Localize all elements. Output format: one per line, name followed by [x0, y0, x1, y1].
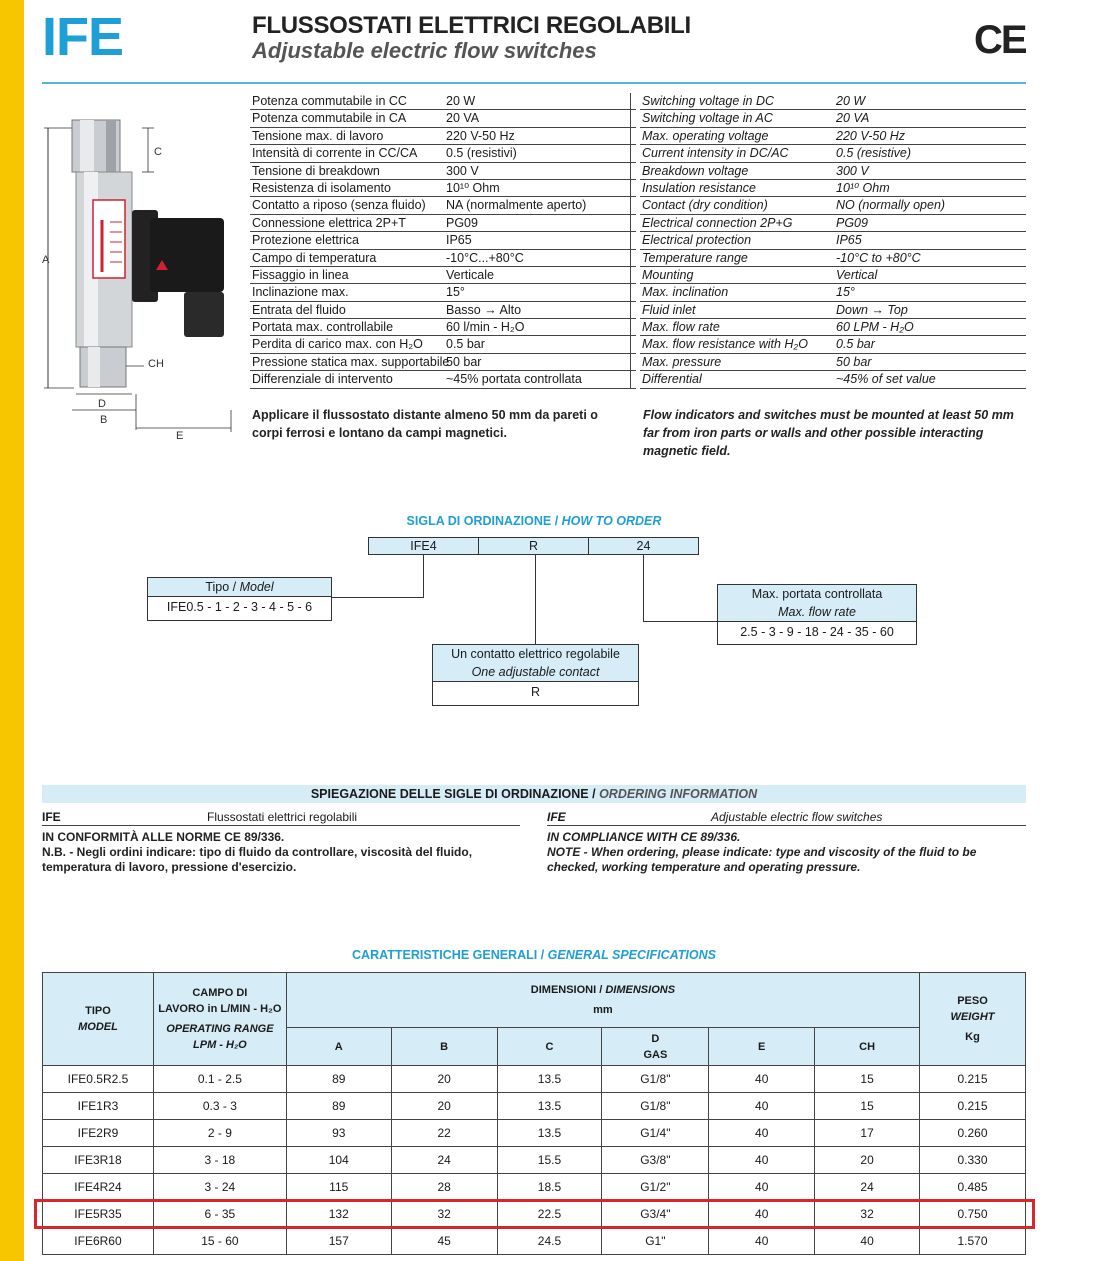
- spec-key: Tensione max. di lavoro: [252, 128, 384, 143]
- cell-c: 22.5: [497, 1201, 602, 1228]
- spec-value: 20 VA: [836, 111, 870, 126]
- spec-value: 300 V: [446, 163, 479, 178]
- cell-model: IFE4R24: [43, 1174, 154, 1201]
- ordering-notes-english: IN COMPLIANCE WITH CE 89/336. NOTE - When ordering, please indicate: type and viscosity of the fluid to be checked, working temperature and operating pressure.: [547, 830, 977, 874]
- spec-value: 15°: [836, 285, 855, 300]
- spec-row: [640, 284, 1026, 301]
- cell-c: 13.5: [497, 1120, 602, 1147]
- spec-key: Electrical connection 2P+G: [642, 215, 793, 230]
- cell-model: IFE2R9: [43, 1120, 154, 1147]
- spec-key: Max. flow resistance with H₂O: [642, 337, 808, 352]
- spec-key: Contact (dry condition): [642, 198, 768, 213]
- cell-range: 0.3 - 3: [153, 1093, 286, 1120]
- spec-row: [640, 163, 1026, 180]
- cell-b: 24: [391, 1147, 497, 1174]
- spec-value: 10¹⁰ Ohm: [446, 180, 500, 195]
- cell-b: 20: [391, 1093, 497, 1120]
- spec-value: 50 bar: [446, 354, 482, 369]
- cell-a: 104: [286, 1147, 391, 1174]
- spec-row: [640, 110, 1026, 127]
- cell-model: IFE1R3: [43, 1093, 154, 1120]
- ordering-desc-en: Adjustable electric flow switches: [711, 810, 883, 824]
- table-row: [43, 1120, 1026, 1147]
- cell-e: 40: [709, 1093, 815, 1120]
- spec-row: [640, 302, 1026, 319]
- header-e: E: [709, 1028, 815, 1066]
- cell-ch: 32: [815, 1201, 920, 1228]
- spec-value: 60 LPM - H₂O: [836, 320, 914, 335]
- contact-box-header: Un contatto elettrico regolabile One adjustable contact: [433, 645, 638, 682]
- spec-key: Potenza commutabile in CA: [252, 111, 407, 126]
- connector-line: [643, 621, 718, 622]
- spec-row: [640, 128, 1026, 145]
- connector-line: [331, 597, 424, 598]
- header-d: D GAS: [602, 1028, 709, 1066]
- spec-row: [640, 319, 1026, 336]
- ordering-code-en: IFE: [547, 810, 566, 824]
- cell-d-gas: G1": [602, 1228, 709, 1255]
- spec-value: PG09: [446, 215, 478, 230]
- spec-row: [250, 93, 636, 110]
- spec-row: [640, 371, 1026, 388]
- cell-a: 132: [286, 1201, 391, 1228]
- spec-key: Current intensity in DC/AC: [642, 146, 789, 161]
- cell-e: 40: [709, 1228, 815, 1255]
- cell-weight: 0.485: [920, 1174, 1026, 1201]
- cell-weight: 0.215: [920, 1066, 1026, 1093]
- order-code-part-flow: 24: [588, 537, 699, 555]
- title-italian: FLUSSOSTATI ELETTRICI REGOLABILI: [252, 12, 691, 39]
- spec-key: Contatto a riposo (senza fluido): [252, 198, 426, 213]
- header-weight: PESO WEIGHT Kg: [920, 973, 1026, 1066]
- spec-value: 50 bar: [836, 354, 872, 369]
- cell-ch: 15: [815, 1066, 920, 1093]
- cell-weight: 0.215: [920, 1093, 1026, 1120]
- spec-row: [640, 180, 1026, 197]
- spec-key: Electrical protection: [642, 233, 752, 248]
- order-code-part-contact: R: [478, 537, 589, 555]
- cell-d-gas: G1/2": [602, 1174, 709, 1201]
- header-range: CAMPO DI LAVORO in L/MIN - H₂O OPERATING RANGE LPM - H₂O: [153, 973, 286, 1066]
- cell-ch: 40: [815, 1228, 920, 1255]
- cell-ch: 15: [815, 1093, 920, 1120]
- header-dimensions: DIMENSIONI / DIMENSIONS mm: [286, 973, 919, 1028]
- spec-value: Vertical: [836, 267, 878, 282]
- spec-row: [250, 197, 636, 214]
- spec-row: [250, 302, 636, 319]
- highlighted-row-frame: [34, 1199, 1035, 1229]
- cell-model: IFE3R18: [43, 1147, 154, 1174]
- cell-weight: 1.570: [920, 1228, 1026, 1255]
- ordering-code-it: IFE: [42, 810, 61, 824]
- dimension-d-label: D: [98, 398, 106, 410]
- cell-d-gas: G1/4": [602, 1120, 709, 1147]
- spec-row: [640, 250, 1026, 267]
- model-box: [147, 577, 332, 621]
- spec-key: Switching voltage in DC: [642, 94, 775, 108]
- contact-box-values: R: [530, 685, 541, 699]
- cell-range: 6 - 35: [153, 1201, 286, 1228]
- flow-rate-box-header: Max. portata controllata Max. flow rate: [718, 585, 916, 622]
- spec-row: [640, 336, 1026, 353]
- spec-key: Max. operating voltage: [642, 128, 769, 143]
- cell-weight: 0.330: [920, 1147, 1026, 1174]
- cell-a: 157: [286, 1228, 391, 1255]
- spec-key: Max. flow rate: [642, 320, 720, 335]
- cell-b: 20: [391, 1066, 497, 1093]
- cell-weight: 0.260: [920, 1120, 1026, 1147]
- spec-value: Verticale: [446, 267, 494, 282]
- spec-value: 15°: [446, 285, 465, 300]
- cell-c: 18.5: [497, 1174, 602, 1201]
- spec-key: Differential: [642, 372, 702, 387]
- cell-d-gas: G1/8": [602, 1066, 709, 1093]
- cell-ch: 20: [815, 1147, 920, 1174]
- header-tipo: TIPO MODEL: [43, 973, 154, 1066]
- cell-d-gas: G3/8": [602, 1147, 709, 1174]
- spec-value: NO (normally open): [836, 198, 946, 213]
- spec-key: Fissaggio in linea: [252, 267, 349, 282]
- connector-line: [535, 555, 536, 645]
- spec-key: Campo di temperatura: [252, 250, 377, 265]
- mounting-note-italian: Applicare il flussostato distante almeno 50 mm da pareti o corpi ferrosi e lontano da campi magnetici.: [252, 408, 598, 440]
- table-row: [43, 1174, 1026, 1201]
- spec-value: NA (normalmente aperto): [446, 198, 587, 213]
- spec-key: Intensità di corrente in CC/CA: [252, 146, 418, 161]
- cell-b: 32: [391, 1201, 497, 1228]
- cell-b: 22: [391, 1120, 497, 1147]
- ordering-info-row-italian: [42, 810, 520, 826]
- mounting-note-english: Flow indicators and switches must be mounted at least 50 mm far from iron parts or walls and other possible interacting magnetic field.: [643, 408, 1014, 458]
- spec-row: [640, 354, 1026, 371]
- spec-key: Resistenza di isolamento: [252, 180, 391, 195]
- table-row: [43, 1093, 1026, 1120]
- spec-key: Pressione statica max. supportabile: [252, 354, 450, 369]
- spec-key: Insulation resistance: [642, 180, 756, 195]
- spec-row: [250, 180, 636, 197]
- flow-rate-box: [717, 584, 917, 645]
- spec-key: Max. inclination: [642, 285, 729, 300]
- header-a: A: [286, 1028, 391, 1066]
- spec-row: [640, 145, 1026, 162]
- cell-c: 24.5: [497, 1228, 602, 1255]
- title-english: Adjustable electric flow switches: [252, 38, 597, 63]
- spec-value: -10°C to +80°C: [836, 250, 921, 265]
- header-c: C: [497, 1028, 602, 1066]
- spec-row: [250, 145, 636, 162]
- spec-row: [250, 336, 636, 353]
- spec-value: 220 V-50 Hz: [446, 128, 515, 143]
- contact-box: [432, 644, 639, 706]
- spec-row: [250, 110, 636, 127]
- spec-key: Protezione elettrica: [252, 233, 360, 248]
- spec-key: Max. pressure: [642, 354, 722, 369]
- cell-range: 3 - 24: [153, 1174, 286, 1201]
- spec-key: Differenziale di intervento: [252, 372, 393, 387]
- order-code-part-model: IFE4: [368, 537, 479, 555]
- table-row: [43, 1228, 1026, 1255]
- spec-value: 300 V: [836, 163, 869, 178]
- spec-value: 20 W: [446, 94, 476, 108]
- spec-key: Connessione elettrica 2P+T: [252, 215, 406, 230]
- spec-row: [640, 215, 1026, 232]
- model-box-header: Tipo / Model: [148, 578, 331, 597]
- dimension-a-label: A: [42, 254, 50, 266]
- spec-value: 20 W: [836, 94, 866, 108]
- connector-line: [423, 555, 424, 598]
- cell-a: 93: [286, 1120, 391, 1147]
- flow-switch-illustration: [36, 110, 246, 450]
- cell-a: 89: [286, 1093, 391, 1120]
- cell-weight: 0.750: [920, 1201, 1026, 1228]
- spec-table-italian: [250, 93, 636, 389]
- spec-value: 20 VA: [446, 111, 480, 126]
- spec-value: ~45% of set value: [836, 372, 936, 387]
- spec-value: PG09: [836, 215, 868, 230]
- spec-key: Mounting: [642, 267, 694, 282]
- spec-value: -10°C...+80°C: [446, 250, 524, 265]
- spec-value: 60 l/min - H₂O: [446, 320, 525, 335]
- ordering-desc-it: Flussostati elettrici regolabili: [207, 810, 358, 824]
- spec-row: [640, 93, 1026, 110]
- cell-b: 45: [391, 1228, 497, 1255]
- product-drawing: [36, 110, 246, 450]
- header-b: B: [391, 1028, 497, 1066]
- spec-row: [250, 163, 636, 180]
- spec-key: Switching voltage in AC: [642, 111, 773, 126]
- spec-row: [250, 319, 636, 336]
- spec-key: Portata max. controllabile: [252, 320, 394, 335]
- cell-d-gas: G3/4": [602, 1201, 709, 1228]
- spec-value: 0.5 (resistivi): [446, 146, 517, 161]
- spec-value: 0.5 bar: [836, 337, 875, 352]
- spec-key: Entrata del fluido: [252, 302, 346, 317]
- spec-row: [250, 128, 636, 145]
- spec-key: Potenza commutabile in CC: [252, 94, 407, 108]
- spec-table-english: [640, 93, 1026, 389]
- spec-value: Basso → Alto: [446, 302, 522, 317]
- connector-line: [643, 555, 644, 622]
- cell-c: 13.5: [497, 1093, 602, 1120]
- cell-ch: 24: [815, 1174, 920, 1201]
- cell-c: 15.5: [497, 1147, 602, 1174]
- dimension-ch-label: CH: [148, 358, 164, 370]
- cell-a: 115: [286, 1174, 391, 1201]
- cell-a: 89: [286, 1066, 391, 1093]
- spec-value: 0.5 (resistive): [836, 146, 912, 161]
- product-code: IFE: [42, 7, 124, 67]
- cell-model: IFE6R60: [43, 1228, 154, 1255]
- dimension-c-label: C: [154, 146, 162, 158]
- table-row: [43, 1066, 1026, 1093]
- spec-row: [250, 232, 636, 249]
- spec-row: [250, 250, 636, 267]
- cell-e: 40: [709, 1174, 815, 1201]
- spec-value: 220 V-50 Hz: [836, 128, 906, 143]
- dimension-b-label: B: [100, 414, 108, 426]
- spec-row: [250, 371, 636, 388]
- spec-row: [250, 284, 636, 301]
- general-specs-title: CARATTERISTICHE GENERALI / GENERAL SPECIFICATIONS: [352, 948, 716, 962]
- cell-model: IFE5R35: [43, 1201, 154, 1228]
- flow-rate-box-values: 2.5 - 3 - 9 - 18 - 24 - 35 - 60: [740, 625, 894, 639]
- cell-model: IFE0.5R2.5: [43, 1066, 154, 1093]
- cell-c: 13.5: [497, 1066, 602, 1093]
- spec-value: IP65: [836, 233, 862, 248]
- cell-range: 2 - 9: [153, 1120, 286, 1147]
- how-to-order-title: SIGLA DI ORDINAZIONE / HOW TO ORDER: [406, 514, 662, 528]
- cell-ch: 17: [815, 1120, 920, 1147]
- cell-e: 40: [709, 1147, 815, 1174]
- spec-value: Down → Top: [836, 302, 908, 317]
- model-box-values: IFE0.5 - 1 - 2 - 3 - 4 - 5 - 6: [166, 600, 313, 614]
- header-ch: CH: [815, 1028, 920, 1066]
- spec-row: [640, 197, 1026, 214]
- cell-e: 40: [709, 1201, 815, 1228]
- spec-row: [250, 215, 636, 232]
- cell-range: 0.1 - 2.5: [153, 1066, 286, 1093]
- yellow-side-bar: [0, 0, 24, 1261]
- spec-key: Breakdown voltage: [642, 163, 749, 178]
- cell-b: 28: [391, 1174, 497, 1201]
- cell-e: 40: [709, 1066, 815, 1093]
- spec-value: 0.5 bar: [446, 337, 485, 352]
- spec-key: Temperature range: [642, 250, 748, 265]
- spec-key: Inclinazione max.: [252, 285, 349, 300]
- ordering-info-title: SPIEGAZIONE DELLE SIGLE DI ORDINAZIONE / ORDERING INFORMATION: [42, 785, 1026, 803]
- spec-row: [640, 267, 1026, 284]
- ordering-info-row-english: [547, 810, 1026, 826]
- ordering-notes-italian: IN CONFORMITÀ ALLE NORME CE 89/336. N.B. - Negli ordini indicare: tipo di fluido da controllare, viscosità del fluido, temperatura di lavoro, pressione d'esercizio.: [42, 830, 473, 874]
- spec-row: [250, 354, 636, 371]
- cell-range: 3 - 18: [153, 1147, 286, 1174]
- table-row: [43, 1147, 1026, 1174]
- spec-column-divider: [630, 93, 631, 389]
- spec-key: Tensione di breakdown: [252, 163, 380, 178]
- spec-row: [640, 232, 1026, 249]
- cell-d-gas: G1/8": [602, 1093, 709, 1120]
- spec-value: IP65: [446, 233, 472, 248]
- cell-range: 15 - 60: [153, 1228, 286, 1255]
- ce-mark: CE: [974, 18, 1026, 62]
- dimension-e-label: E: [176, 430, 184, 442]
- spec-row: [250, 267, 636, 284]
- spec-key: Perdita di carico max. con H₂O: [252, 337, 423, 352]
- spec-value: ~45% portata controllata: [446, 372, 582, 387]
- spec-value: 10¹⁰ Ohm: [836, 180, 890, 195]
- cell-e: 40: [709, 1120, 815, 1147]
- header-divider: [42, 82, 1026, 84]
- spec-key: Fluid inlet: [642, 302, 696, 317]
